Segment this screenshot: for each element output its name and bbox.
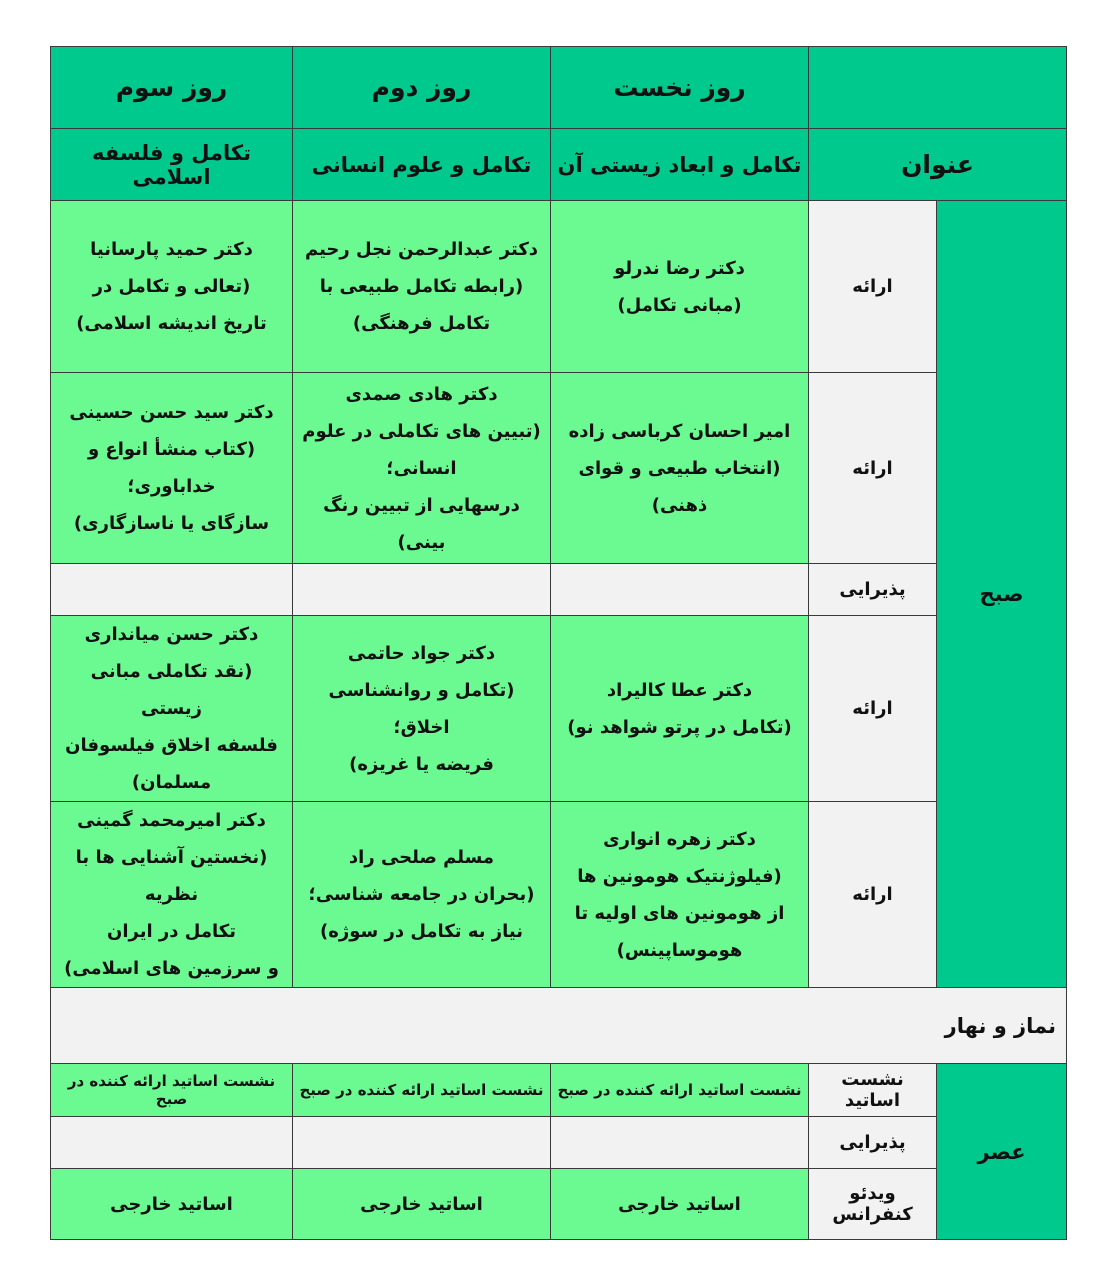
row-label: ویدئو کنفرانس	[809, 1169, 937, 1240]
talk-cell: دکتر زهره انواری (فیلوژنتیک هومونین ها از هومونین های اولیه تا هوموساپینس)	[551, 802, 809, 988]
talk-cell: اساتید خارجی	[51, 1169, 293, 1240]
morning-session-label: صبح	[937, 201, 1067, 988]
afternoon-row-2	[51, 1169, 1067, 1240]
empty-cell	[51, 564, 293, 616]
header-row-topics	[51, 129, 1067, 201]
topic-label: عنوان	[809, 129, 1067, 201]
talk-cell: دکتر امیرمحمد گمینی (نخستین آشنایی ها با نظریه تکامل در ایران و سرزمین های اسلامی)	[51, 802, 293, 988]
talk-cell: دکتر حمید پارسانیا (تعالی و تکامل در تاریخ اندیشه اسلامی)	[51, 201, 293, 373]
row-label: ارائه	[809, 373, 937, 564]
row-label: پذیرایی	[809, 564, 937, 616]
prayer-lunch-label: نماز و نهار	[51, 988, 1067, 1064]
talk-cell: نشست اساتید ارائه کننده در صبح	[551, 1064, 809, 1117]
header-corner	[809, 47, 1067, 129]
topic-day-3: تکامل و فلسفه اسلامی	[51, 129, 293, 201]
empty-cell	[551, 1117, 809, 1169]
talk-cell: نشست اساتید ارائه کننده در صبح	[51, 1064, 293, 1117]
morning-row-break	[51, 564, 1067, 616]
topic-day-2: تکامل و علوم انسانی	[293, 129, 551, 201]
talk-cell: دکتر هادی صمدی (تبیین های تکاملی در علوم انسانی؛ درسهایی از تبیین رنگ بینی)	[293, 373, 551, 564]
afternoon-session-label: عصر	[937, 1064, 1067, 1240]
row-label: ارائه	[809, 616, 937, 802]
talk-cell: دکتر عبدالرحمن نجل رحیم (رابطه تکامل طبیعی با تکامل فرهنگی)	[293, 201, 551, 373]
afternoon-row-break	[51, 1117, 1067, 1169]
header-day-1: روز نخست	[551, 47, 809, 129]
midday-row	[51, 988, 1067, 1064]
talk-cell: دکتر رضا ندرلو (مبانی تکامل)	[551, 201, 809, 373]
header-day-2: روز دوم	[293, 47, 551, 129]
morning-row-1	[51, 201, 1067, 373]
morning-row-2	[51, 373, 1067, 564]
morning-row-3	[51, 616, 1067, 802]
talk-cell: مسلم صلحی راد (بحران در جامعه شناسی؛ نیاز به تکامل در سوژه)	[293, 802, 551, 988]
talk-cell: دکتر حسن میانداری (نقد تکاملی مبانی زیستی فلسفه اخلاق فیلسوفان مسلمان)	[51, 616, 293, 802]
empty-cell	[51, 1117, 293, 1169]
talk-cell: نشست اساتید ارائه کننده در صبح	[293, 1064, 551, 1117]
row-label: پذیرایی	[809, 1117, 937, 1169]
conference-schedule-table	[50, 46, 1067, 1240]
empty-cell	[293, 564, 551, 616]
talk-cell: دکتر عطا کالیراد (تکامل در پرتو شواهد نو)	[551, 616, 809, 802]
row-label: نشست اساتید	[809, 1064, 937, 1117]
topic-day-1: تکامل و ابعاد زیستی آن	[551, 129, 809, 201]
talk-cell: اساتید خارجی	[293, 1169, 551, 1240]
talk-cell: دکتر سید حسن حسینی (کتاب منشأ انواع و خداباوری؛ سازگای یا ناسازگاری)	[51, 373, 293, 564]
empty-cell	[551, 564, 809, 616]
talk-cell: دکتر جواد حاتمی (تکامل و روانشناسی اخلاق؛ فریضه یا غریزه)	[293, 616, 551, 802]
header-row-days	[51, 47, 1067, 129]
row-label: ارائه	[809, 201, 937, 373]
afternoon-row-1	[51, 1064, 1067, 1117]
row-label: ارائه	[809, 802, 937, 988]
talk-cell: اساتید خارجی	[551, 1169, 809, 1240]
morning-row-4	[51, 802, 1067, 988]
empty-cell	[293, 1117, 551, 1169]
header-day-3: روز سوم	[51, 47, 293, 129]
talk-cell: امیر احسان کرباسی زاده (انتخاب طبیعی و قوای ذهنی)	[551, 373, 809, 564]
